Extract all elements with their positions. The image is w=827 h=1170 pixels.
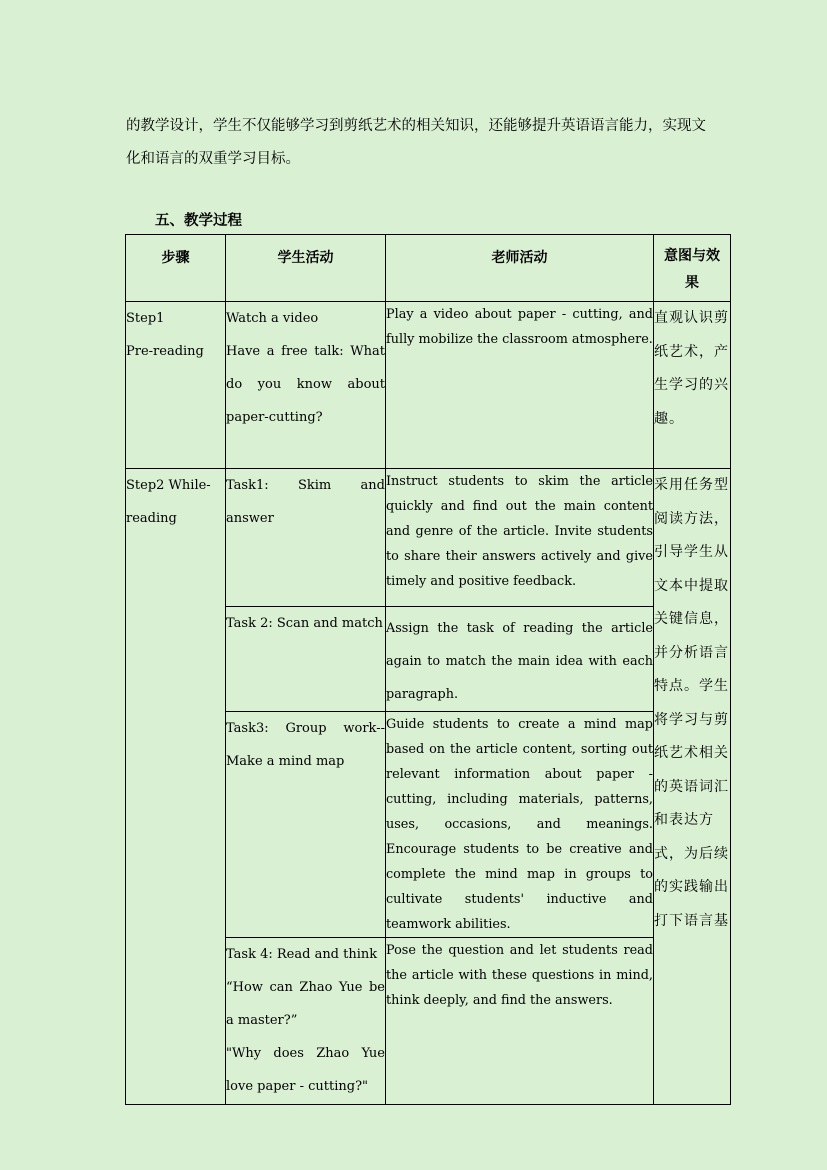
step1-label: Step1 xyxy=(126,311,165,326)
header-step: 步骤 xyxy=(126,235,226,302)
header-teacher-activity: 老师活动 xyxy=(386,235,654,302)
table-row-task1 xyxy=(126,469,731,607)
intro-paragraph xyxy=(126,110,726,176)
step1-teacher-activity: Play a video about paper - cutting, and fully mobilize the classroom atmosphere. xyxy=(386,302,654,469)
table-row-step1 xyxy=(126,302,731,469)
step1-stage: Pre-reading xyxy=(126,344,204,359)
step2-cell: Step2 While-reading xyxy=(126,469,226,1105)
section-heading: 五、教学过程 xyxy=(155,213,242,229)
task2-student-activity: Task 2: Scan and match xyxy=(226,607,386,712)
step1-student-line1: Watch a video xyxy=(226,311,319,326)
task4-student-line2: “How can Zhao Yue be a master?” xyxy=(226,980,385,1028)
task2-teacher-activity: Assign the task of reading the article again to match the main idea with each paragraph. xyxy=(386,607,654,712)
step2-intent: 采用任务型阅读方法，引导学生从文本中提取关键信息，并分析语言特点。学生将学习与剪纸艺术相关的英语词汇和表达方式，为后续的实践输出打下语言基 xyxy=(654,469,731,1105)
task4-student-line3: "Why does Zhao Yue love paper - cutting?" xyxy=(226,1046,385,1094)
step1-cell xyxy=(126,302,226,469)
step1-student-line2: Have a free talk: What do you know about paper-cutting? xyxy=(226,344,385,425)
intro-line-1: 的教学设计，学生不仅能够学习到剪纸艺术的相关知识，还能够提升英语语言能力，实现文 xyxy=(126,118,706,134)
task3-teacher-activity: Guide students to create a mind map based on the article content, sorting out relevant information about paper - cutting, including materials, patterns, uses, occasions, and meanings. Encourage students to be creative and complete the mind map in groups to cultivate students' inductive and teamwork abilities. xyxy=(386,712,654,938)
task1-teacher-activity: Instruct students to skim the article quickly and find out the main content and genre of the article. Invite students to share their answers actively and give timely and positive feedback. xyxy=(386,469,654,607)
intro-line-2: 化和语言的双重学习目标。 xyxy=(126,151,300,167)
task4-student-line1: Task 4: Read and think xyxy=(226,947,378,962)
task3-student-activity: Task3: Group work--Make a mind map xyxy=(226,712,386,938)
header-intent-effect: 意图与效 果 xyxy=(654,235,731,302)
task1-student-activity: Task1: Skim and answer xyxy=(226,469,386,607)
task4-student-activity xyxy=(226,938,386,1105)
header-row xyxy=(126,235,731,302)
step1-intent: 直观认识剪纸艺术，产生学习的兴趣。 xyxy=(654,302,731,469)
teaching-process-table xyxy=(125,234,731,1105)
task4-teacher-activity: Pose the question and let students read the article with these questions in mind, think deeply, and find the answers. xyxy=(386,938,654,1105)
header-student-activity: 学生活动 xyxy=(226,235,386,302)
step1-student-activity xyxy=(226,302,386,469)
